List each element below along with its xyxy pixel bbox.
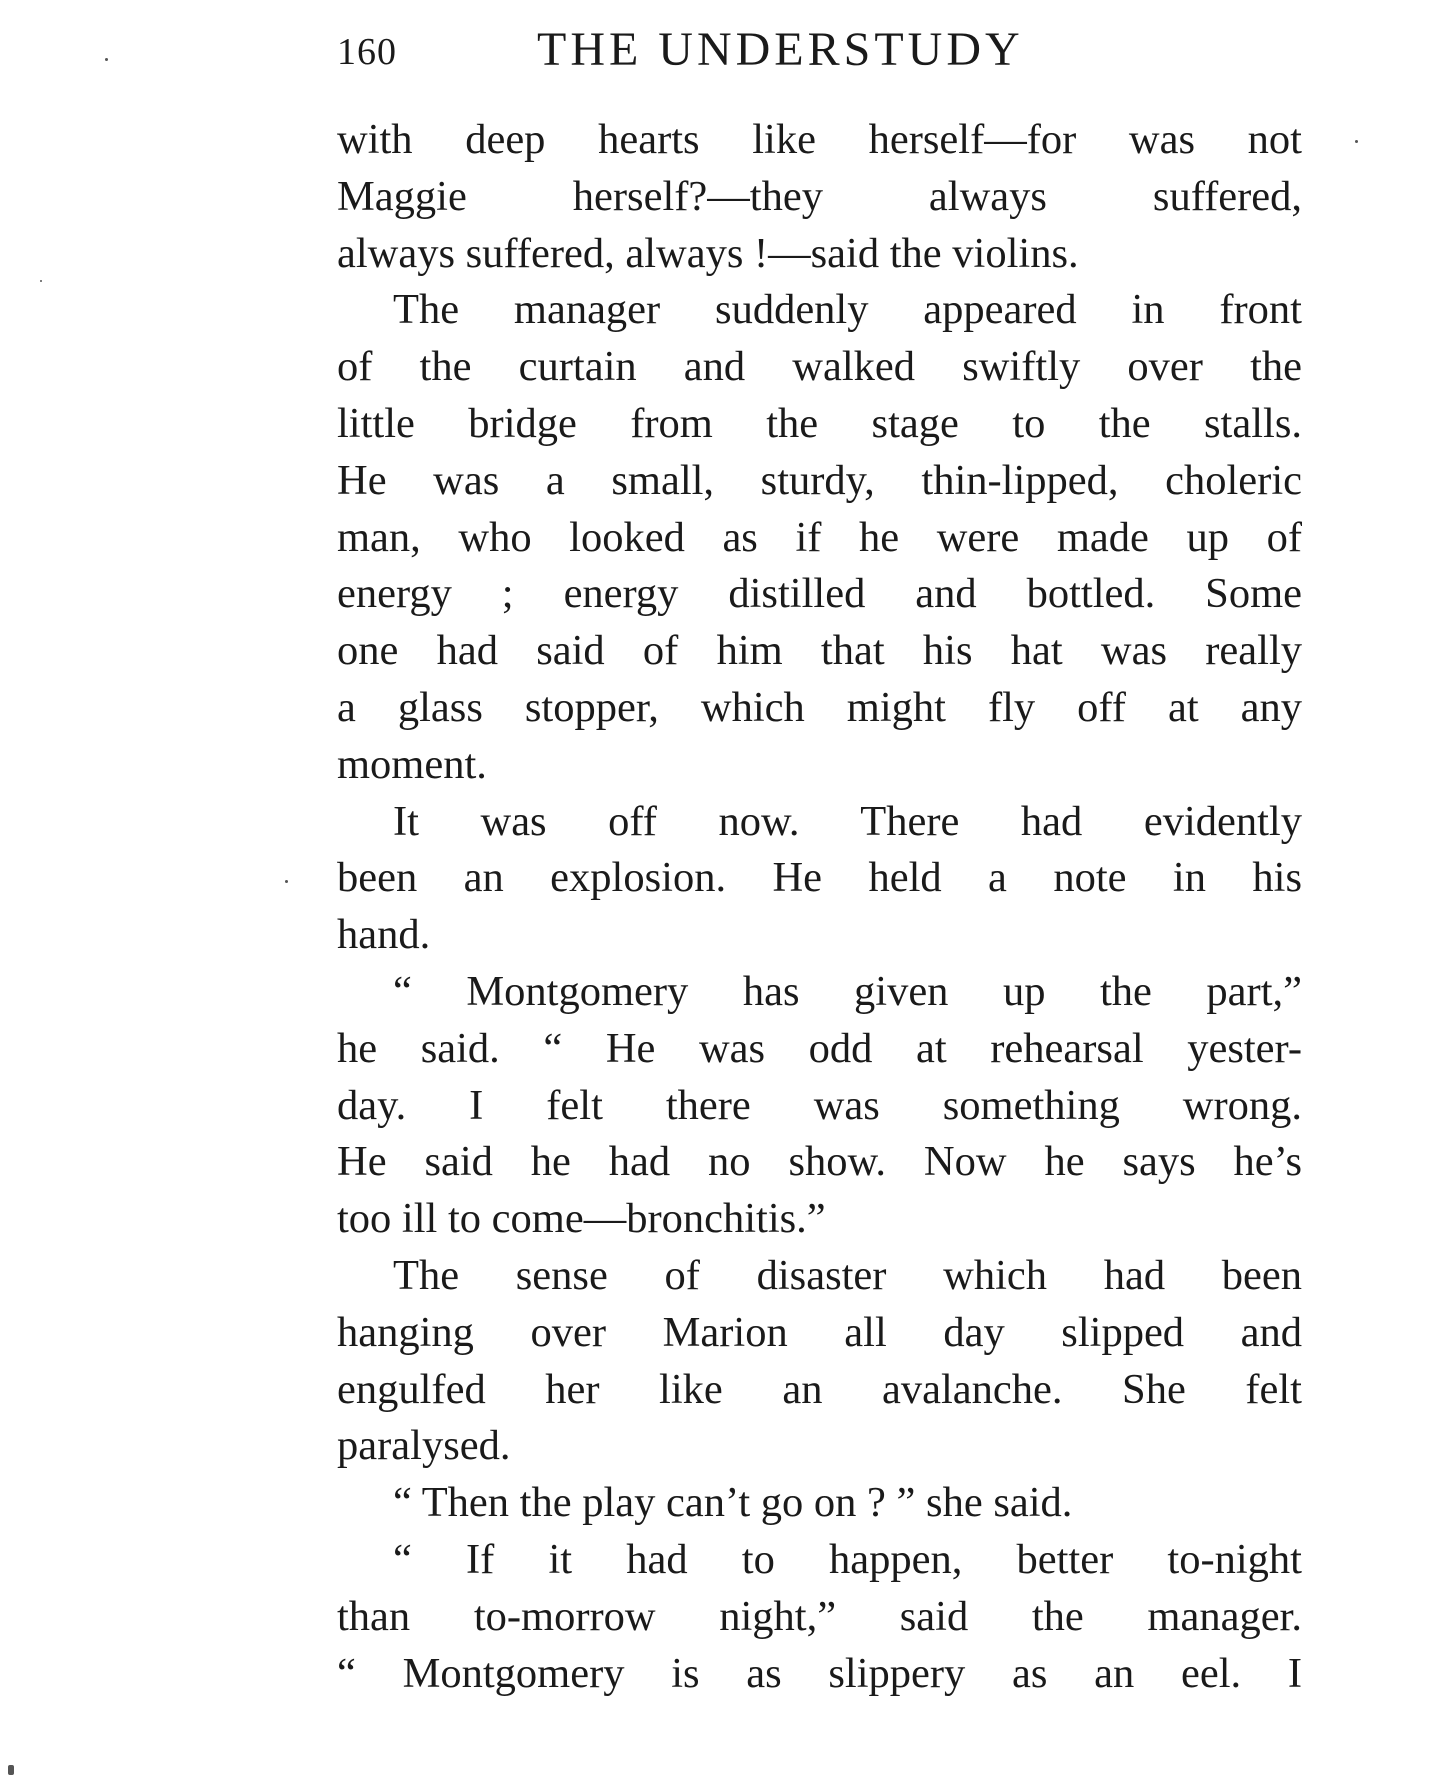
text-line: “ Montgomery is as slippery as an eel. I [337,1649,1302,1697]
text-line: hand. [337,911,431,959]
text-line: “ If it had to happen, better to-night [393,1535,1302,1583]
text-line: a glass stopper, which might fly off at any [337,683,1302,731]
text-line: man, who looked as if he were made up of [337,513,1302,561]
text-line: “ Then the play can’t go on ? ” she said. [393,1479,1073,1527]
page-header [337,22,1337,82]
text-line: engulfed her like an avalanche. She felt [337,1365,1302,1413]
text-line: day. I felt there was something wrong. [337,1081,1302,1129]
text-line: It was off now. There had evidently [393,797,1302,845]
text-line: too ill to come—bronchitis.” [337,1195,826,1243]
text-line: moment. [337,740,487,788]
scan-speck [105,58,108,61]
text-line: little bridge from the stage to the stalls. [337,399,1302,447]
text-line: energy ; energy distilled and bottled. Some [337,570,1302,618]
page-number: 160 [337,31,397,73]
scan-speck [285,880,288,883]
text-line: of the curtain and walked swiftly over the [337,343,1302,391]
text-line: one had said of him that his hat was really [337,627,1302,675]
text-line: with deep hearts like herself—for was not [337,116,1302,163]
body-text [337,112,1302,1702]
text-line: than to-morrow night,” said the manager. [337,1592,1302,1640]
text-line: been an explosion. He held a note in his [337,854,1302,902]
text-line: Maggie herself?—they always suffered, [337,172,1302,220]
text-line: He was a small, sturdy, thin-lipped, choleric [337,456,1302,504]
text-line: “ Montgomery has given up the part,” [393,967,1302,1015]
text-line: He said he had no show. Now he says he’s [337,1138,1302,1186]
text-line: hanging over Marion all day slipped and [337,1308,1302,1356]
text-line: paralysed. [337,1422,511,1470]
scan-speck [1355,140,1358,143]
scan-speck [40,280,42,282]
running-title: THE UNDERSTUDY [537,23,1024,76]
text-line: he said. “ He was odd at rehearsal yester- [337,1024,1302,1072]
text-line: The sense of disaster which had been [393,1251,1302,1299]
scan-speck [8,1765,14,1775]
text-line: The manager suddenly appeared in front [393,286,1302,334]
text-line: always suffered, always !—said the violins. [337,229,1079,277]
